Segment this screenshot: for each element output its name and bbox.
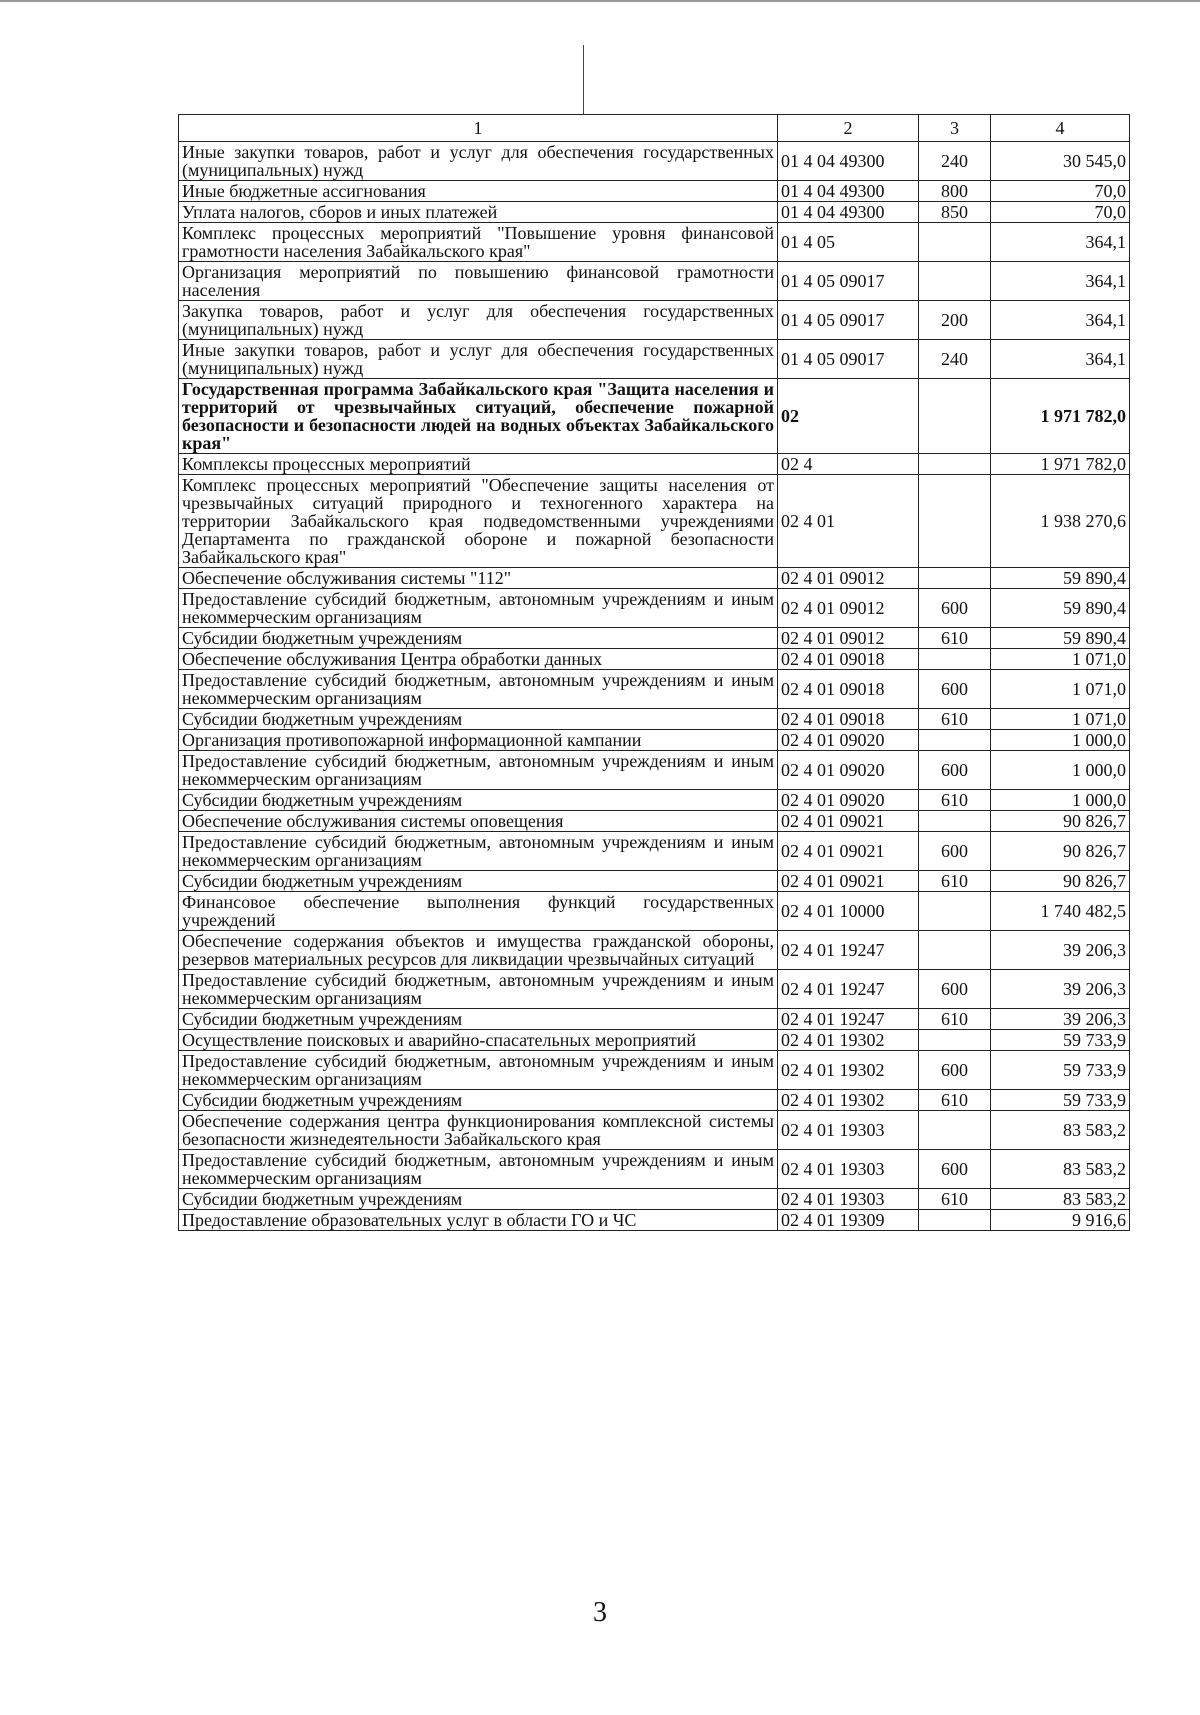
row-name-cell: Иные бюджетные ассигнования (179, 181, 778, 202)
row-code-cell: 01 4 05 09017 (778, 301, 919, 340)
row-expense-type-cell: 600 (919, 589, 991, 628)
row-name-cell: Предоставление субсидий бюджетным, автономным учреждениям и иным некоммерческим организациям (179, 832, 778, 871)
row-code-cell: 02 4 01 19247 (778, 1009, 919, 1030)
page-number: 3 (593, 1597, 607, 1628)
row-amount-cell: 59 733,9 (991, 1090, 1130, 1111)
row-name-cell: Предоставление субсидий бюджетным, автономным учреждениям и иным некоммерческим организациям (179, 1051, 778, 1090)
row-code-cell: 02 4 01 09012 (778, 589, 919, 628)
row-name-cell: Предоставление субсидий бюджетным, автономным учреждениям и иным некоммерческим организациям (179, 970, 778, 1009)
row-code-cell: 02 4 01 19302 (778, 1030, 919, 1051)
row-expense-type-cell: 610 (919, 709, 991, 730)
table-row (179, 1009, 1130, 1030)
row-expense-type-cell (919, 649, 991, 670)
table-body (179, 142, 1130, 1231)
row-amount-cell: 1 971 782,0 (991, 454, 1130, 475)
row-expense-type-cell (919, 1111, 991, 1150)
row-code-cell: 02 4 01 09021 (778, 832, 919, 871)
row-amount-cell: 59 890,4 (991, 568, 1130, 589)
table-row (179, 628, 1130, 649)
table-row (179, 790, 1130, 811)
table-row (179, 832, 1130, 871)
table-row (179, 1189, 1130, 1210)
row-code-cell: 02 4 01 09018 (778, 709, 919, 730)
row-expense-type-cell (919, 931, 991, 970)
row-code-cell: 02 4 01 09021 (778, 871, 919, 892)
row-name-cell: Организация мероприятий по повышению финансовой грамотности населения (179, 262, 778, 301)
row-expense-type-cell: 610 (919, 1009, 991, 1030)
row-amount-cell: 1 000,0 (991, 751, 1130, 790)
row-amount-cell: 39 206,3 (991, 1009, 1130, 1030)
row-name-cell: Обеспечение содержания центра функционирования комплексной системы безопасности жизнедеятельности Забайкальского края (179, 1111, 778, 1150)
row-expense-type-cell (919, 262, 991, 301)
row-code-cell: 02 4 01 09018 (778, 670, 919, 709)
row-code-cell: 02 4 01 19247 (778, 931, 919, 970)
row-name-cell: Комплекс процессных мероприятий "Обеспечение защиты населения от чрезвычайных ситуаций природного и техногенного характера на территории Забайкальского края подведомственными учреждениями Департамента по гражданской обороне и пожарной безопасности Забайкальского края" (179, 475, 778, 568)
row-amount-cell: 59 733,9 (991, 1051, 1130, 1090)
row-name-cell: Субсидии бюджетным учреждениям (179, 1090, 778, 1111)
row-expense-type-cell: 610 (919, 1090, 991, 1111)
row-name-cell: Обеспечение обслуживания системы оповещения (179, 811, 778, 832)
table-row (179, 142, 1130, 181)
table-header-row (179, 115, 1130, 142)
row-amount-cell: 70,0 (991, 202, 1130, 223)
row-code-cell: 02 4 01 09018 (778, 649, 919, 670)
row-expense-type-cell (919, 730, 991, 751)
row-name-cell: Комплекс процессных мероприятий "Повышение уровня финансовой грамотности населения Забайкальского края" (179, 223, 778, 262)
header-col-2: 2 (778, 115, 919, 142)
row-name-cell: Предоставление субсидий бюджетным, автономным учреждениям и иным некоммерческим организациям (179, 589, 778, 628)
row-name-cell: Субсидии бюджетным учреждениям (179, 1009, 778, 1030)
row-expense-type-cell (919, 379, 991, 454)
table-row (179, 811, 1130, 832)
row-name-cell: Государственная программа Забайкальского края "Защита населения и территорий от чрезвычайных ситуаций, обеспечение пожарной безопасности и безопасности людей на водных объектах Забайкальского края" (179, 379, 778, 454)
row-name-cell: Обеспечение обслуживания системы "112" (179, 568, 778, 589)
row-amount-cell: 39 206,3 (991, 970, 1130, 1009)
row-expense-type-cell: 850 (919, 202, 991, 223)
row-code-cell: 02 4 01 19303 (778, 1150, 919, 1189)
row-amount-cell: 1 971 782,0 (991, 379, 1130, 454)
row-name-cell: Иные закупки товаров, работ и услуг для обеспечения государственных (муниципальных) нужд (179, 340, 778, 379)
row-name-cell: Предоставление субсидий бюджетным, автономным учреждениям и иным некоммерческим организациям (179, 1150, 778, 1189)
row-code-cell: 01 4 05 (778, 223, 919, 262)
table-row (179, 871, 1130, 892)
row-name-cell: Субсидии бюджетным учреждениям (179, 871, 778, 892)
table-row (179, 1051, 1130, 1090)
row-expense-type-cell: 600 (919, 1051, 991, 1090)
table-row (179, 202, 1130, 223)
table-row (179, 1111, 1130, 1150)
row-name-cell: Субсидии бюджетным учреждениям (179, 790, 778, 811)
row-expense-type-cell: 240 (919, 142, 991, 181)
table-row (179, 970, 1130, 1009)
row-amount-cell: 70,0 (991, 181, 1130, 202)
row-code-cell: 01 4 04 49300 (778, 202, 919, 223)
table-row (179, 301, 1130, 340)
row-expense-type-cell: 600 (919, 970, 991, 1009)
row-amount-cell: 59 890,4 (991, 628, 1130, 649)
header-col-3: 3 (919, 115, 991, 142)
table-row (179, 262, 1130, 301)
table-row (179, 649, 1130, 670)
header-col-1: 1 (179, 115, 778, 142)
row-name-cell: Осуществление поисковых и аварийно-спасательных мероприятий (179, 1030, 778, 1051)
table-row (179, 751, 1130, 790)
scan-top-edge (0, 0, 1200, 2)
row-expense-type-cell: 240 (919, 340, 991, 379)
row-name-cell: Предоставление субсидий бюджетным, автономным учреждениям и иным некоммерческим организациям (179, 751, 778, 790)
row-expense-type-cell (919, 223, 991, 262)
row-amount-cell: 364,1 (991, 340, 1130, 379)
row-name-cell: Комплексы процессных мероприятий (179, 454, 778, 475)
row-name-cell: Финансовое обеспечение выполнения функций государственных учреждений (179, 892, 778, 931)
table-row (179, 709, 1130, 730)
row-amount-cell: 59 733,9 (991, 1030, 1130, 1051)
table-row (179, 1210, 1130, 1231)
row-code-cell: 02 4 01 19309 (778, 1210, 919, 1231)
row-amount-cell: 90 826,7 (991, 811, 1130, 832)
row-code-cell: 01 4 04 49300 (778, 181, 919, 202)
row-amount-cell: 1 740 482,5 (991, 892, 1130, 931)
row-amount-cell: 1 071,0 (991, 649, 1130, 670)
table-row (179, 181, 1130, 202)
row-expense-type-cell: 600 (919, 670, 991, 709)
row-amount-cell: 90 826,7 (991, 871, 1130, 892)
table-row (179, 931, 1130, 970)
row-amount-cell: 83 583,2 (991, 1150, 1130, 1189)
row-name-cell: Обеспечение обслуживания Центра обработки данных (179, 649, 778, 670)
row-amount-cell: 364,1 (991, 223, 1130, 262)
table-row (179, 568, 1130, 589)
row-code-cell: 02 4 01 19302 (778, 1090, 919, 1111)
row-expense-type-cell: 200 (919, 301, 991, 340)
row-expense-type-cell (919, 1030, 991, 1051)
table-row (179, 379, 1130, 454)
row-amount-cell: 364,1 (991, 262, 1130, 301)
row-amount-cell: 1 000,0 (991, 790, 1130, 811)
row-expense-type-cell (919, 454, 991, 475)
table-row (179, 454, 1130, 475)
budget-table (178, 114, 1130, 1231)
row-expense-type-cell: 610 (919, 1189, 991, 1210)
row-expense-type-cell: 600 (919, 751, 991, 790)
table-row (179, 340, 1130, 379)
row-amount-cell: 83 583,2 (991, 1111, 1130, 1150)
row-amount-cell: 83 583,2 (991, 1189, 1130, 1210)
row-name-cell: Уплата налогов, сборов и иных платежей (179, 202, 778, 223)
table-row (179, 1150, 1130, 1189)
table-row (179, 475, 1130, 568)
row-code-cell: 02 4 01 09020 (778, 790, 919, 811)
table-row (179, 589, 1130, 628)
row-amount-cell: 39 206,3 (991, 931, 1130, 970)
row-expense-type-cell (919, 892, 991, 931)
row-amount-cell: 9 916,6 (991, 1210, 1130, 1231)
scan-artifact-line (583, 45, 584, 115)
row-code-cell: 02 4 01 19247 (778, 970, 919, 1009)
row-amount-cell: 90 826,7 (991, 832, 1130, 871)
row-code-cell: 02 4 01 09012 (778, 568, 919, 589)
row-expense-type-cell (919, 568, 991, 589)
table-row (179, 730, 1130, 751)
row-expense-type-cell (919, 1210, 991, 1231)
row-name-cell: Предоставление субсидий бюджетным, автономным учреждениям и иным некоммерческим организациям (179, 670, 778, 709)
header-col-4: 4 (991, 115, 1130, 142)
row-name-cell: Закупка товаров, работ и услуг для обеспечения государственных (муниципальных) нужд (179, 301, 778, 340)
row-amount-cell: 364,1 (991, 301, 1130, 340)
row-code-cell: 02 4 01 19303 (778, 1189, 919, 1210)
row-name-cell: Иные закупки товаров, работ и услуг для обеспечения государственных (муниципальных) нужд (179, 142, 778, 181)
row-code-cell: 01 4 04 49300 (778, 142, 919, 181)
table-row (179, 892, 1130, 931)
row-code-cell: 02 4 01 09021 (778, 811, 919, 832)
row-name-cell: Субсидии бюджетным учреждениям (179, 1189, 778, 1210)
row-expense-type-cell (919, 811, 991, 832)
row-name-cell: Обеспечение содержания объектов и имущества гражданской обороны, резервов материальных ресурсов для ликвидации чрезвычайных ситуаций (179, 931, 778, 970)
row-name-cell: Предоставление образовательных услуг в области ГО и ЧС (179, 1210, 778, 1231)
row-amount-cell: 1 938 270,6 (991, 475, 1130, 568)
row-expense-type-cell: 610 (919, 871, 991, 892)
row-amount-cell: 1 000,0 (991, 730, 1130, 751)
table-row (179, 1090, 1130, 1111)
row-name-cell: Субсидии бюджетным учреждениям (179, 709, 778, 730)
row-code-cell: 02 4 01 (778, 475, 919, 568)
row-amount-cell: 1 071,0 (991, 670, 1130, 709)
row-expense-type-cell: 610 (919, 628, 991, 649)
table-row (179, 223, 1130, 262)
row-code-cell: 02 4 01 09020 (778, 751, 919, 790)
row-expense-type-cell: 600 (919, 1150, 991, 1189)
row-amount-cell: 1 071,0 (991, 709, 1130, 730)
row-expense-type-cell: 600 (919, 832, 991, 871)
table-row (179, 1030, 1130, 1051)
row-code-cell: 01 4 05 09017 (778, 340, 919, 379)
row-code-cell: 02 4 01 19303 (778, 1111, 919, 1150)
row-expense-type-cell: 800 (919, 181, 991, 202)
row-code-cell: 02 4 (778, 454, 919, 475)
row-expense-type-cell (919, 475, 991, 568)
row-code-cell: 02 4 01 09020 (778, 730, 919, 751)
row-code-cell: 02 4 01 19302 (778, 1051, 919, 1090)
row-amount-cell: 30 545,0 (991, 142, 1130, 181)
row-code-cell: 02 (778, 379, 919, 454)
row-name-cell: Организация противопожарной информационной кампании (179, 730, 778, 751)
row-expense-type-cell: 610 (919, 790, 991, 811)
table-row (179, 670, 1130, 709)
row-name-cell: Субсидии бюджетным учреждениям (179, 628, 778, 649)
row-amount-cell: 59 890,4 (991, 589, 1130, 628)
row-code-cell: 01 4 05 09017 (778, 262, 919, 301)
row-code-cell: 02 4 01 10000 (778, 892, 919, 931)
row-code-cell: 02 4 01 09012 (778, 628, 919, 649)
